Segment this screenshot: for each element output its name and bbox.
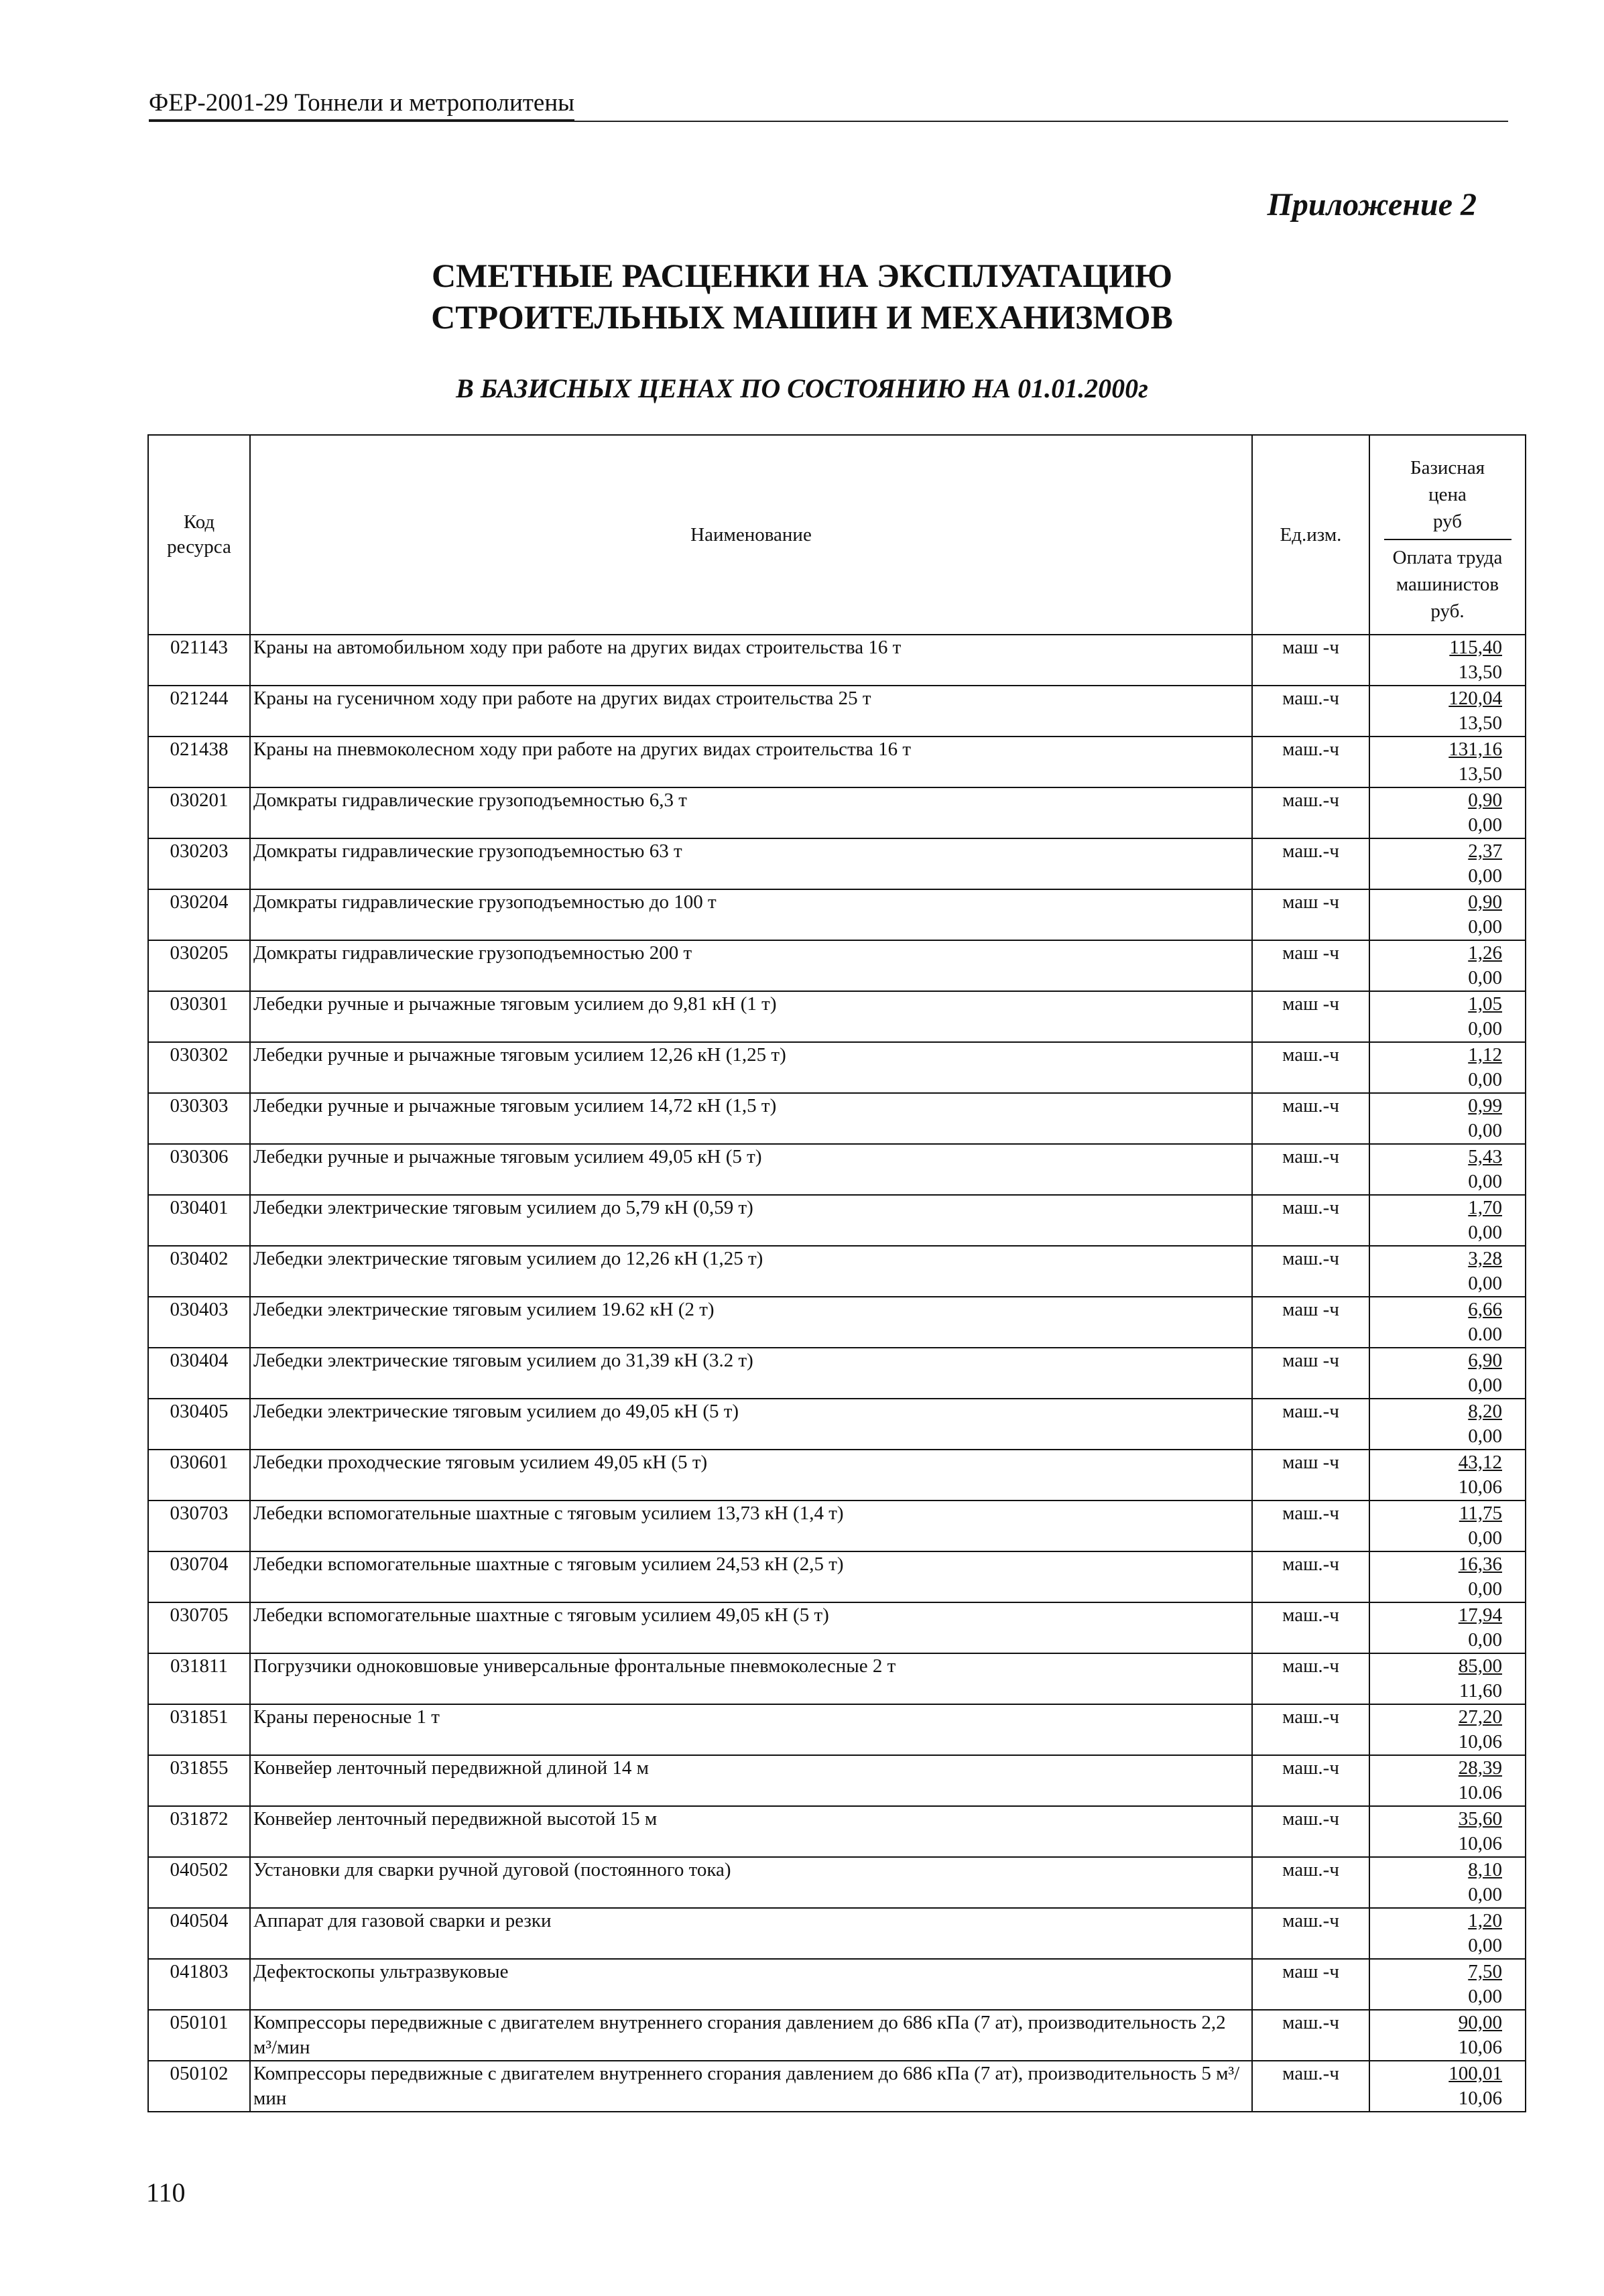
header-labor-line3: руб. — [1430, 600, 1465, 622]
resource-unit: маш -ч — [1252, 991, 1369, 1042]
resource-code: 031872 — [148, 1806, 250, 1857]
operator-labor-cost: 0,00 — [1468, 1120, 1502, 1141]
operator-labor-cost: 0,00 — [1468, 1375, 1502, 1396]
base-price: 0,99 — [1468, 1095, 1502, 1117]
operator-labor-cost: 10,06 — [1458, 1476, 1502, 1498]
base-price: 8,20 — [1468, 1401, 1502, 1422]
resource-name: Краны переносные 1 т — [250, 1704, 1252, 1755]
price-cell — [1369, 838, 1526, 889]
operator-labor-cost: 13,50 — [1458, 712, 1502, 734]
price-cell — [1369, 1704, 1526, 1755]
table-row — [148, 1653, 1526, 1704]
table-row — [148, 1246, 1526, 1297]
header-code-line2: ресурса — [167, 536, 231, 558]
resource-name: Лебедки вспомогательные шахтные с тяговым усилием 24,53 кН (2,5 т) — [250, 1551, 1252, 1602]
table-header-row — [148, 435, 1526, 635]
base-price: 90,00 — [1458, 2012, 1502, 2033]
resource-code: 050102 — [148, 2061, 250, 2112]
resource-unit: маш.-ч — [1252, 1602, 1369, 1653]
resource-code: 030205 — [148, 940, 250, 991]
appendix-label: Приложение 2 — [1267, 187, 1477, 222]
operator-labor-cost: 0,00 — [1468, 1425, 1502, 1447]
resource-unit: маш -ч — [1252, 1450, 1369, 1501]
resource-name: Лебедки вспомогательные шахтные с тяговым усилием 13,73 кН (1,4 т) — [250, 1501, 1252, 1551]
table-row — [148, 1348, 1526, 1399]
resource-unit: маш.-ч — [1252, 737, 1369, 787]
base-price: 85,00 — [1458, 1655, 1502, 1677]
operator-labor-cost: 10.06 — [1458, 1782, 1502, 1803]
resource-unit: маш.-ч — [1252, 2010, 1369, 2061]
base-price: 115,40 — [1449, 637, 1502, 658]
resource-unit: маш.-ч — [1252, 1857, 1369, 1908]
resource-name: Лебедки электрические тяговым усилием до 5,79 кН (0,59 т) — [250, 1195, 1252, 1246]
resource-name: Лебедки электрические тяговым усилием до 49,05 кН (5 т) — [250, 1399, 1252, 1450]
resource-code: 030405 — [148, 1399, 250, 1450]
resource-name: Краны на пневмоколесном ходу при работе на других видах строительства 16 т — [250, 737, 1252, 787]
price-cell — [1369, 787, 1526, 838]
title-line-2: СТРОИТЕЛЬНЫХ МАШИН И МЕХАНИЗМОВ — [431, 298, 1173, 336]
resource-code: 030203 — [148, 838, 250, 889]
price-cell — [1369, 1399, 1526, 1450]
resource-unit: маш.-ч — [1252, 1806, 1369, 1857]
operator-labor-cost: 13,50 — [1458, 661, 1502, 683]
document-subtitle: В БАЗИСНЫХ ЦЕНАХ ПО СОСТОЯНИЮ НА 01.01.2000г — [456, 373, 1148, 403]
price-cell — [1369, 889, 1526, 940]
price-cell — [1369, 1857, 1526, 1908]
base-price: 0,90 — [1468, 891, 1502, 913]
base-price: 16,36 — [1458, 1553, 1502, 1575]
resource-unit: маш.-ч — [1252, 1704, 1369, 1755]
table-row — [148, 737, 1526, 787]
table-body — [148, 635, 1526, 2112]
resource-unit: маш.-ч — [1252, 1246, 1369, 1297]
base-price: 7,50 — [1468, 1961, 1502, 1982]
operator-labor-cost: 0,00 — [1468, 1578, 1502, 1600]
table-row — [148, 889, 1526, 940]
resource-name: Лебедки вспомогательные шахтные с тяговым усилием 49,05 кН (5 т) — [250, 1602, 1252, 1653]
resource-name: Конвейер ленточный передвижной высотой 15 м — [250, 1806, 1252, 1857]
operator-labor-cost: 0,00 — [1468, 1273, 1502, 1294]
table-row — [148, 1959, 1526, 2010]
resource-code: 050101 — [148, 2010, 250, 2061]
base-price: 1,12 — [1468, 1044, 1502, 1066]
operator-labor-cost: 10,06 — [1458, 2037, 1502, 2058]
operator-labor-cost: 0,00 — [1468, 1935, 1502, 1956]
operator-labor-cost: 0,00 — [1468, 1171, 1502, 1192]
resource-code: 021438 — [148, 737, 250, 787]
table-row — [148, 1144, 1526, 1195]
resource-unit: маш -ч — [1252, 635, 1369, 686]
resource-code: 040502 — [148, 1857, 250, 1908]
resource-code: 030204 — [148, 889, 250, 940]
resource-name: Дефектоскопы ультразвуковые — [250, 1959, 1252, 2010]
operator-labor-cost: 10,06 — [1458, 2088, 1502, 2109]
table-row — [148, 1704, 1526, 1755]
resource-unit: маш -ч — [1252, 1297, 1369, 1348]
price-cell — [1369, 737, 1526, 787]
document-title — [0, 255, 1604, 338]
resource-code: 030401 — [148, 1195, 250, 1246]
resource-name: Домкраты гидравлические грузоподъемностью 200 т — [250, 940, 1252, 991]
resource-name: Конвейер ленточный передвижной длиной 14 м — [250, 1755, 1252, 1806]
operator-labor-cost: 10,06 — [1458, 1731, 1502, 1752]
header-labor-line1: Оплата труда — [1392, 547, 1503, 568]
header-price-line3: руб — [1432, 511, 1462, 532]
header-labor-cost — [1370, 540, 1525, 625]
table-row — [148, 940, 1526, 991]
page-number: 110 — [146, 2177, 186, 2208]
running-header-text: ФЕР-2001-29 Тоннели и метрополитены — [149, 88, 574, 121]
table-row — [148, 1908, 1526, 1959]
operator-labor-cost: 10,06 — [1458, 1833, 1502, 1854]
price-cell — [1369, 1551, 1526, 1602]
header-unit: Ед.изм. — [1252, 435, 1369, 635]
resource-code: 030303 — [148, 1093, 250, 1144]
header-labor-line2: машинистов — [1396, 574, 1499, 595]
base-price: 3,28 — [1468, 1248, 1502, 1269]
base-price: 8,10 — [1468, 1859, 1502, 1880]
price-cell — [1369, 1042, 1526, 1093]
operator-labor-cost: 0,00 — [1468, 1629, 1502, 1651]
resource-code: 030201 — [148, 787, 250, 838]
table-row — [148, 1093, 1526, 1144]
resource-code: 030703 — [148, 1501, 250, 1551]
price-cell — [1369, 1908, 1526, 1959]
table-row — [148, 1195, 1526, 1246]
resource-code: 030704 — [148, 1551, 250, 1602]
resource-name: Лебедки ручные и рычажные тяговым усилием до 9,81 кН (1 т) — [250, 991, 1252, 1042]
resource-name: Лебедки электрические тяговым усилием до 31,39 кН (3.2 т) — [250, 1348, 1252, 1399]
base-price: 0,90 — [1468, 789, 1502, 811]
resource-unit: маш.-ч — [1252, 1551, 1369, 1602]
table-row — [148, 2061, 1526, 2112]
resource-code: 030301 — [148, 991, 250, 1042]
table-row — [148, 1857, 1526, 1908]
price-cell — [1369, 1755, 1526, 1806]
price-cell — [1369, 1348, 1526, 1399]
resource-unit: маш.-ч — [1252, 686, 1369, 737]
price-cell — [1369, 1450, 1526, 1501]
resource-unit: маш.-ч — [1252, 838, 1369, 889]
header-base-price — [1370, 436, 1525, 539]
title-line-1: СМЕТНЫЕ РАСЦЕНКИ НА ЭКСПЛУАТАЦИЮ — [431, 257, 1173, 294]
resource-unit: маш.-ч — [1252, 1653, 1369, 1704]
resource-name: Краны на автомобильном ходу при работе на других видах строительства 16 т — [250, 635, 1252, 686]
table-row — [148, 1602, 1526, 1653]
operator-labor-cost: 0,00 — [1468, 1069, 1502, 1090]
table-row — [148, 1450, 1526, 1501]
table-row — [148, 838, 1526, 889]
resource-name: Лебедки ручные и рычажные тяговым усилием 14,72 кН (1,5 т) — [250, 1093, 1252, 1144]
base-price: 1,05 — [1468, 993, 1502, 1015]
price-cell — [1369, 686, 1526, 737]
resource-name: Лебедки электрические тяговым усилием до 12,26 кН (1,25 т) — [250, 1246, 1252, 1297]
table-row — [148, 991, 1526, 1042]
resource-name: Лебедки электрические тяговым усилием 19.62 кН (2 т) — [250, 1297, 1252, 1348]
table-row — [148, 1399, 1526, 1450]
base-price: 1,26 — [1468, 942, 1502, 964]
resource-code: 030404 — [148, 1348, 250, 1399]
operator-labor-cost: 0,00 — [1468, 865, 1502, 887]
operator-labor-cost: 13,50 — [1458, 763, 1502, 785]
price-cell — [1369, 940, 1526, 991]
price-cell — [1369, 1093, 1526, 1144]
resource-unit: маш.-ч — [1252, 1908, 1369, 1959]
resource-name: Лебедки ручные и рычажные тяговым усилием 12,26 кН (1,25 т) — [250, 1042, 1252, 1093]
operator-labor-cost: 0,00 — [1468, 1884, 1502, 1905]
resource-name: Компрессоры передвижные с двигателем внутреннего сгорания давлением до 686 кПа (7 ат), производительность 5 м³/мин — [250, 2061, 1252, 2112]
resource-name: Краны на гусеничном ходу при работе на других видах строительства 25 т — [250, 686, 1252, 737]
resource-unit: маш.-ч — [1252, 1093, 1369, 1144]
resource-name: Аппарат для газовой сварки и резки — [250, 1908, 1252, 1959]
resource-name: Лебедки проходческие тяговым усилием 49,05 кН (5 т) — [250, 1450, 1252, 1501]
base-price: 35,60 — [1458, 1808, 1502, 1830]
base-price: 28,39 — [1458, 1757, 1502, 1779]
resource-code: 031855 — [148, 1755, 250, 1806]
table-row — [148, 1806, 1526, 1857]
operator-labor-cost: 0,00 — [1468, 814, 1502, 836]
resource-code: 031851 — [148, 1704, 250, 1755]
resource-unit: маш -ч — [1252, 940, 1369, 991]
resource-code: 040504 — [148, 1908, 250, 1959]
operator-labor-cost: 0,00 — [1468, 1986, 1502, 2007]
resource-code: 030306 — [148, 1144, 250, 1195]
header-code — [148, 435, 250, 635]
price-cell — [1369, 1144, 1526, 1195]
table-row — [148, 1297, 1526, 1348]
resource-name: Домкраты гидравлические грузоподъемностью 63 т — [250, 838, 1252, 889]
base-price: 120,04 — [1448, 688, 1502, 709]
price-cell — [1369, 1959, 1526, 2010]
price-cell — [1369, 2010, 1526, 2061]
base-price: 1,20 — [1468, 1910, 1502, 1931]
resource-code: 021143 — [148, 635, 250, 686]
resource-unit: маш.-ч — [1252, 1144, 1369, 1195]
resource-unit: маш.-ч — [1252, 1501, 1369, 1551]
base-price: 5,43 — [1468, 1146, 1502, 1167]
base-price: 27,20 — [1458, 1706, 1502, 1728]
resource-unit: маш.-ч — [1252, 1042, 1369, 1093]
resource-code: 021244 — [148, 686, 250, 737]
resource-name: Установки для сварки ручной дуговой (постоянного тока) — [250, 1857, 1252, 1908]
resource-code: 030705 — [148, 1602, 250, 1653]
base-price: 43,12 — [1458, 1452, 1502, 1473]
resource-unit: маш.-ч — [1252, 1755, 1369, 1806]
resource-unit: маш -ч — [1252, 889, 1369, 940]
base-price: 1,70 — [1468, 1197, 1502, 1218]
operator-labor-cost: 0,00 — [1468, 1018, 1502, 1039]
table-row — [148, 787, 1526, 838]
price-cell — [1369, 991, 1526, 1042]
resource-name: Лебедки ручные и рычажные тяговым усилием 49,05 кН (5 т) — [250, 1144, 1252, 1195]
resource-unit: маш -ч — [1252, 1959, 1369, 2010]
operator-labor-cost: 0,00 — [1468, 1222, 1502, 1243]
operator-labor-cost: 0,00 — [1468, 967, 1502, 988]
resource-code: 031811 — [148, 1653, 250, 1704]
header-price-line1: Базисная — [1410, 457, 1485, 479]
operator-labor-cost: 11,60 — [1459, 1680, 1502, 1702]
base-price: 2,37 — [1468, 840, 1502, 862]
operator-labor-cost: 0,00 — [1468, 1527, 1502, 1549]
resource-unit: маш.-ч — [1252, 787, 1369, 838]
price-cell — [1369, 1297, 1526, 1348]
price-cell — [1369, 1246, 1526, 1297]
base-price: 11,75 — [1459, 1503, 1502, 1524]
header-price — [1369, 435, 1526, 635]
base-price: 6,66 — [1468, 1299, 1502, 1320]
price-cell — [1369, 1195, 1526, 1246]
resource-code: 030302 — [148, 1042, 250, 1093]
price-cell — [1369, 1806, 1526, 1857]
header-code-line1: Код — [183, 511, 215, 533]
price-cell — [1369, 635, 1526, 686]
operator-labor-cost: 0.00 — [1468, 1324, 1502, 1345]
table-row — [148, 1501, 1526, 1551]
resource-unit: маш.-ч — [1252, 2061, 1369, 2112]
table-row — [148, 1042, 1526, 1093]
operator-labor-cost: 0,00 — [1468, 916, 1502, 938]
resource-unit: маш.-ч — [1252, 1195, 1369, 1246]
table-row — [148, 686, 1526, 737]
price-cell — [1369, 1501, 1526, 1551]
header-price-line2: цена — [1428, 484, 1467, 505]
base-price: 6,90 — [1468, 1350, 1502, 1371]
table-row — [148, 635, 1526, 686]
base-price: 100,01 — [1448, 2063, 1502, 2084]
resource-code: 041803 — [148, 1959, 250, 2010]
rates-table — [147, 434, 1526, 2112]
resource-name: Погрузчики одноковшовые универсальные фронтальные пневмоколесные 2 т — [250, 1653, 1252, 1704]
table-row — [148, 1755, 1526, 1806]
resource-code: 030402 — [148, 1246, 250, 1297]
price-cell — [1369, 1653, 1526, 1704]
price-cell — [1369, 2061, 1526, 2112]
resource-name: Компрессоры передвижные с двигателем внутреннего сгорания давлением до 686 кПа (7 ат), производительность 2,2 м³/мин — [250, 2010, 1252, 2061]
resource-code: 030601 — [148, 1450, 250, 1501]
header-name: Наименование — [250, 435, 1252, 635]
table-row — [148, 2010, 1526, 2061]
base-price: 17,94 — [1458, 1604, 1502, 1626]
table-row — [148, 1551, 1526, 1602]
price-cell — [1369, 1602, 1526, 1653]
resource-name: Домкраты гидравлические грузоподъемностью до 100 т — [250, 889, 1252, 940]
running-header — [149, 88, 1508, 122]
resource-unit: маш.-ч — [1252, 1399, 1369, 1450]
resource-unit: маш -ч — [1252, 1348, 1369, 1399]
resource-name: Домкраты гидравлические грузоподъемностью 6,3 т — [250, 787, 1252, 838]
resource-code: 030403 — [148, 1297, 250, 1348]
base-price: 131,16 — [1448, 739, 1502, 760]
